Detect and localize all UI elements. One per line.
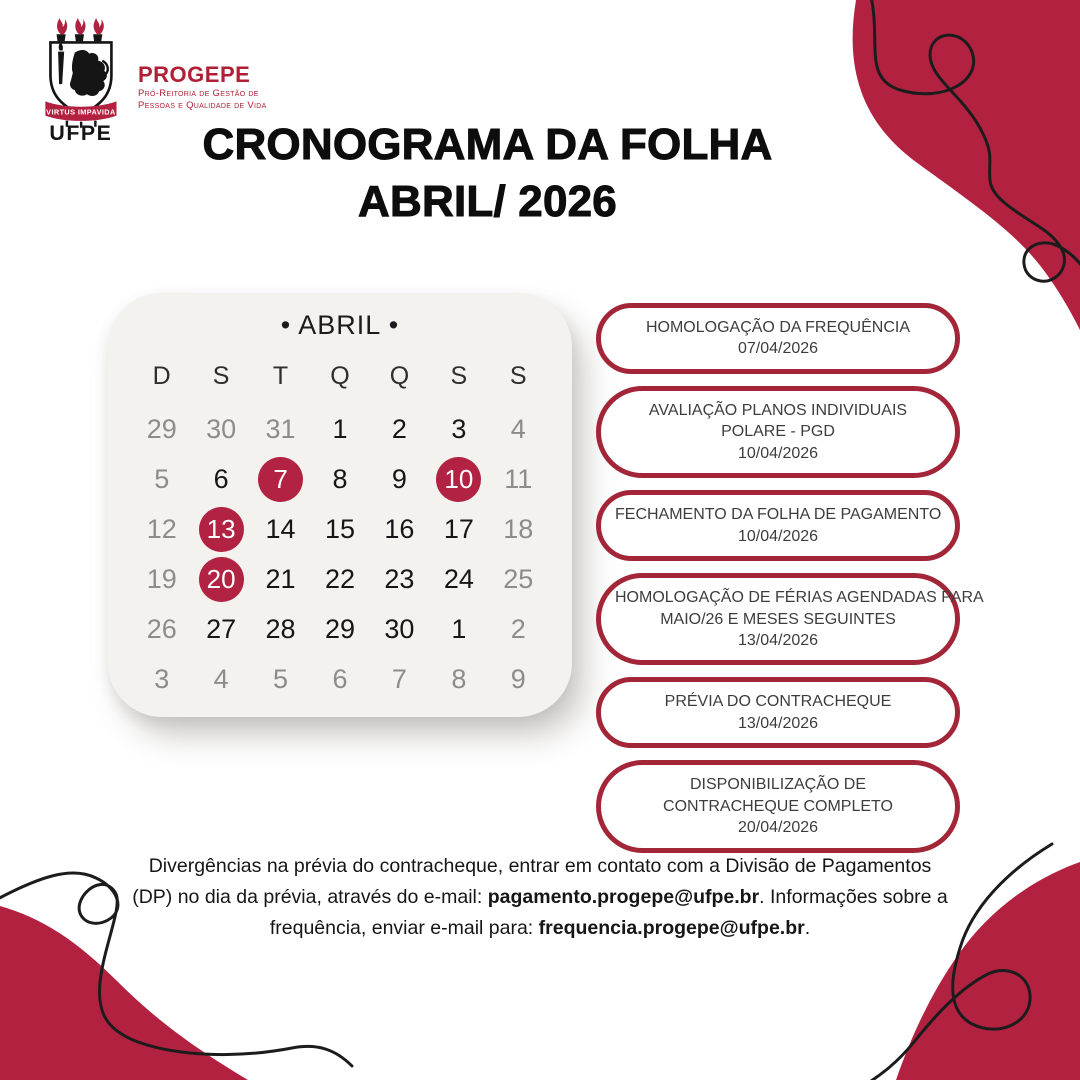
calendar-day: 7 xyxy=(391,663,407,694)
event-pill xyxy=(596,386,960,478)
event-title-line: HOMOLOGAÇÃO DE FÉRIAS AGENDADAS PARA xyxy=(615,589,984,607)
torch-flame-icon xyxy=(57,18,68,41)
calendar-day: 21 xyxy=(265,563,296,594)
calendar-day: 6 xyxy=(213,463,229,494)
event-title-line: HOMOLOGAÇÃO DA FREQUÊNCIA xyxy=(645,319,911,336)
calendar-day: 9 xyxy=(391,463,407,494)
footer-note xyxy=(128,851,952,945)
calendar-day: 29 xyxy=(146,413,177,444)
calendar-day: 26 xyxy=(146,613,177,644)
calendar-day: 22 xyxy=(324,563,356,594)
event-pill xyxy=(596,490,960,561)
event-title-line: CONTRACHEQUE COMPLETO xyxy=(663,797,893,815)
footer-email: pagamento.progepe@ufpe.br xyxy=(487,886,760,909)
calendar-day: 3 xyxy=(451,413,467,444)
calendar-day: 16 xyxy=(384,513,415,544)
event-date: 13/04/2026 xyxy=(737,714,819,732)
calendar-day: 19 xyxy=(146,563,177,594)
calendar-day: 4 xyxy=(510,413,526,444)
event-date: 10/04/2026 xyxy=(737,444,819,462)
page-title xyxy=(100,116,875,230)
calendar-day: 5 xyxy=(154,463,170,494)
calendar-day-highlighted: 7 xyxy=(258,457,303,502)
motto-text: VIRTUS IMPAVIDA xyxy=(46,107,116,117)
calendar-day: 17 xyxy=(443,513,474,544)
weekday-label: Q xyxy=(389,361,410,390)
progepe-subtitle-line2: Pessoas e Qualidade de Vida xyxy=(138,99,267,111)
event-date: 13/04/2026 xyxy=(737,631,819,649)
calendar-day: 1 xyxy=(451,613,467,644)
calendar-day: 29 xyxy=(324,613,356,644)
calendar-day: 25 xyxy=(503,563,534,594)
calendar-day: 23 xyxy=(384,563,415,594)
calendar-day: 6 xyxy=(332,663,348,694)
event-title-line: MAIO/26 E MESES SEGUINTES xyxy=(660,610,896,628)
calendar-day: 15 xyxy=(324,513,356,544)
weekday-label: Q xyxy=(330,361,350,390)
event-pill xyxy=(596,677,960,748)
calendar-day: 8 xyxy=(332,463,348,494)
calendar-day: 31 xyxy=(265,413,296,444)
weekday-row xyxy=(108,348,572,404)
calendar-month-label: • ABRIL • xyxy=(280,310,400,340)
calendar-day: 8 xyxy=(451,663,467,694)
progepe-wordmark: PROGEPE xyxy=(138,62,251,87)
calendar-day: 3 xyxy=(154,663,170,694)
calendar-day: 28 xyxy=(265,613,296,644)
title-line2: ABRIL/ 2026 xyxy=(358,177,617,227)
event-date: 20/04/2026 xyxy=(737,819,819,837)
event-pill xyxy=(596,573,984,665)
event-date: 07/04/2026 xyxy=(737,340,819,358)
calendar-day-highlighted: 10 xyxy=(436,457,481,502)
calendar-day: 5 xyxy=(273,663,289,694)
calendar-day: 24 xyxy=(443,563,474,594)
calendar-card xyxy=(108,293,572,717)
calendar-day: 9 xyxy=(510,663,526,694)
weekday-label: S xyxy=(509,361,527,390)
footer-text-segment: . Informações sobre a frequência, enviar e-mail para: xyxy=(269,886,948,940)
torch-flame-icon xyxy=(75,18,86,41)
calendar-day: 11 xyxy=(504,463,533,494)
event-title-line: FECHAMENTO DA FOLHA DE PAGAMENTO xyxy=(615,506,942,524)
event-pill xyxy=(596,303,960,374)
calendar-day: 30 xyxy=(384,613,415,644)
calendar-day: 14 xyxy=(265,513,296,544)
calendar-day: 2 xyxy=(391,413,407,444)
title-line1: CRONOGRAMA DA FOLHA xyxy=(202,120,773,169)
calendar-day: 18 xyxy=(503,513,534,544)
calendar-day: 4 xyxy=(213,663,229,694)
event-title-line: AVALIAÇÃO PLANOS INDIVIDUAIS xyxy=(648,401,908,419)
weekday-label: S xyxy=(450,361,468,390)
progepe-block xyxy=(138,62,267,112)
event-pill xyxy=(596,760,960,852)
calendar-day: 12 xyxy=(146,513,177,544)
event-title-line: DISPONIBILIZAÇÃO DE xyxy=(689,776,867,794)
footer-email: frequencia.progepe@ufpe.br xyxy=(538,917,805,940)
footer-text-segment: Divergências na prévia do contracheque, entrar em contato com a Divisão de Pagamentos (DP) no dia da prévia, através do e-mail: xyxy=(132,855,932,909)
footer-text-segment: . xyxy=(804,917,811,940)
weekday-label: D xyxy=(152,361,171,390)
event-list xyxy=(596,303,984,853)
torch-flame-icon xyxy=(93,18,104,41)
calendar-day-highlighted: 13 xyxy=(199,507,244,552)
progepe-subtitle-line1: Pró-Reitoria de Gestão de xyxy=(138,88,259,99)
calendar-day: 1 xyxy=(332,413,348,444)
calendar-day: 27 xyxy=(206,613,237,644)
weekday-label: S xyxy=(212,361,230,390)
calendar-day-highlighted: 20 xyxy=(199,557,244,602)
event-date: 10/04/2026 xyxy=(737,527,819,545)
ufpe-acronym: UFPE xyxy=(49,120,113,142)
event-title-line: POLARE - PGD xyxy=(721,423,835,441)
event-title-line: PRÉVIA DO CONTRACHEQUE xyxy=(664,693,892,711)
calendar-day: 2 xyxy=(510,613,526,644)
calendar-grid xyxy=(108,404,572,704)
calendar-day: 30 xyxy=(206,413,237,444)
weekday-label: T xyxy=(272,361,289,390)
